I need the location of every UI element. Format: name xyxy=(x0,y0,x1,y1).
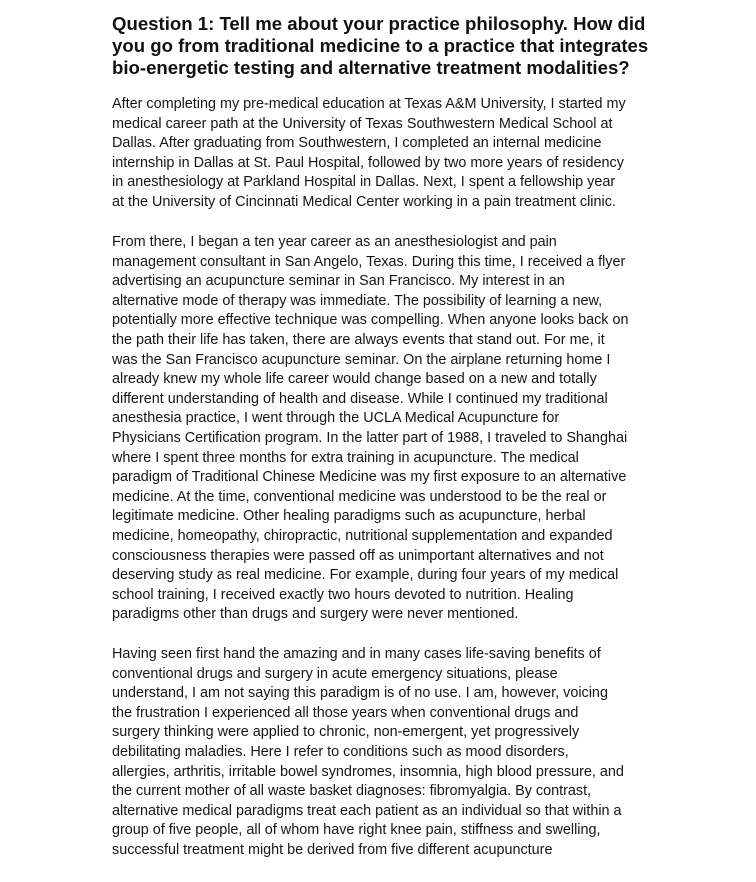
paragraph-1 xyxy=(112,95,732,213)
paragraph-2-line: anesthesia practice, I went through the UCLA Medical Acupuncture for xyxy=(112,410,560,427)
paragraph-2 xyxy=(112,233,732,625)
question-line: bio-energetic testing and alternative treatment modalities? xyxy=(112,57,630,78)
paragraph-3-line: understand, I am not saying this paradigm is of no use. I am, however, voicing xyxy=(112,685,608,702)
paragraph-3-line: group of five people, all of whom have right knee pain, stiffness and swelling, xyxy=(112,822,601,839)
paragraph-2-line: Physicians Certification program. In the latter part of 1988, I traveled to Shanghai xyxy=(112,429,628,446)
paragraph-1-line: internship in Dallas at St. Paul Hospital, followed by two more years of residency xyxy=(112,154,624,171)
paragraph-2-line: alternative mode of therapy was immediate. The possibility of learning a new, xyxy=(112,292,603,309)
paragraph-2-line: deserving study as real medicine. For example, during four years of my medical xyxy=(112,567,619,584)
paragraph-2-line: legitimate medicine. Other healing paradigms such as acupuncture, herbal xyxy=(112,508,586,525)
paragraph-2-line: the path their life has taken, there are always events that stand out. For me, it xyxy=(112,331,605,348)
paragraph-3 xyxy=(112,645,732,861)
paragraph-3-line: conventional drugs and surgery in acute emergency situations, please xyxy=(112,665,558,682)
paragraph-2-line: management consultant in San Angelo, Texas. During this time, I received a flyer xyxy=(112,253,626,270)
paragraph-1-line: Dallas. After graduating from Southwestern, I completed an internal medicine xyxy=(112,135,602,152)
paragraph-2-line: where I spent three months for extra training in acupuncture. The medical xyxy=(112,449,579,466)
question-heading xyxy=(112,13,722,79)
question-line: Question 1: Tell me about your practice philosophy. How did xyxy=(112,13,646,34)
paragraph-2-line: different understanding of health and disease. While I continued my traditional xyxy=(112,390,608,407)
paragraph-2-line: potentially more effective technique was compelling. When anyone looks back on xyxy=(112,312,629,329)
paragraph-2-line: was the San Francisco acupuncture seminar. On the airplane returning home I xyxy=(112,351,611,368)
paragraph-3-line: alternative medical paradigms treat each patient as an individual so that within a xyxy=(112,802,622,819)
paragraph-2-line: consciousness therapies were passed off as unimportant alternatives and not xyxy=(112,547,604,564)
paragraph-3-line: debilitating maladies. Here I refer to conditions such as mood disorders, xyxy=(112,743,569,760)
paragraph-1-line: in anesthesiology at Parkland Hospital in Dallas. Next, I spent a fellowship year xyxy=(112,174,616,191)
question-line: you go from traditional medicine to a practice that integrates xyxy=(112,35,649,56)
paragraph-1-line: medical career path at the University of Texas Southwestern Medical School at xyxy=(112,115,613,132)
paragraph-3-line: successful treatment might be derived from five different acupuncture xyxy=(112,841,553,858)
paragraph-2-line: medicine, homeopathy, chiropractic, nutritional supplementation and expanded xyxy=(112,527,613,544)
paragraph-3-line: Having seen first hand the amazing and in many cases life-saving benefits of xyxy=(112,646,601,662)
paragraph-2-line: From there, I began a ten year career as an anesthesiologist and pain xyxy=(112,234,557,250)
paragraph-2-line: advertising an acupuncture seminar in San Francisco. My interest in an xyxy=(112,273,565,290)
paragraph-2-line: school training, I received exactly two hours devoted to nutrition. Healing xyxy=(112,586,574,603)
paragraph-3-line: the current mother of all waste basket diagnoses: fibromyalgia. By contrast, xyxy=(112,783,592,800)
paragraph-2-line: paradigms other than drugs and surgery were never mentioned. xyxy=(112,606,519,623)
paragraph-1-line: at the University of Cincinnati Medical Center working in a pain treatment clinic. xyxy=(112,193,616,210)
paragraph-3-line: allergies, arthritis, irritable bowel syndromes, insomnia, high blood pressure, and xyxy=(112,763,624,780)
paragraph-3-line: the frustration I experienced all those years when conventional drugs and xyxy=(112,704,579,721)
paragraph-2-line: paradigm of Traditional Chinese Medicine was my first exposure to an alternative xyxy=(112,469,627,486)
paragraph-2-line: medicine. At the time, conventional medicine was understood to be the real or xyxy=(112,488,607,505)
paragraph-2-line: already knew my whole life career would change based on a new and totally xyxy=(112,371,597,388)
paragraph-3-line: surgery thinking were applied to chronic, non-emergent, yet progressively xyxy=(112,724,580,741)
paragraph-1-line: After completing my pre-medical education at Texas A&M University, I started my xyxy=(112,96,626,112)
